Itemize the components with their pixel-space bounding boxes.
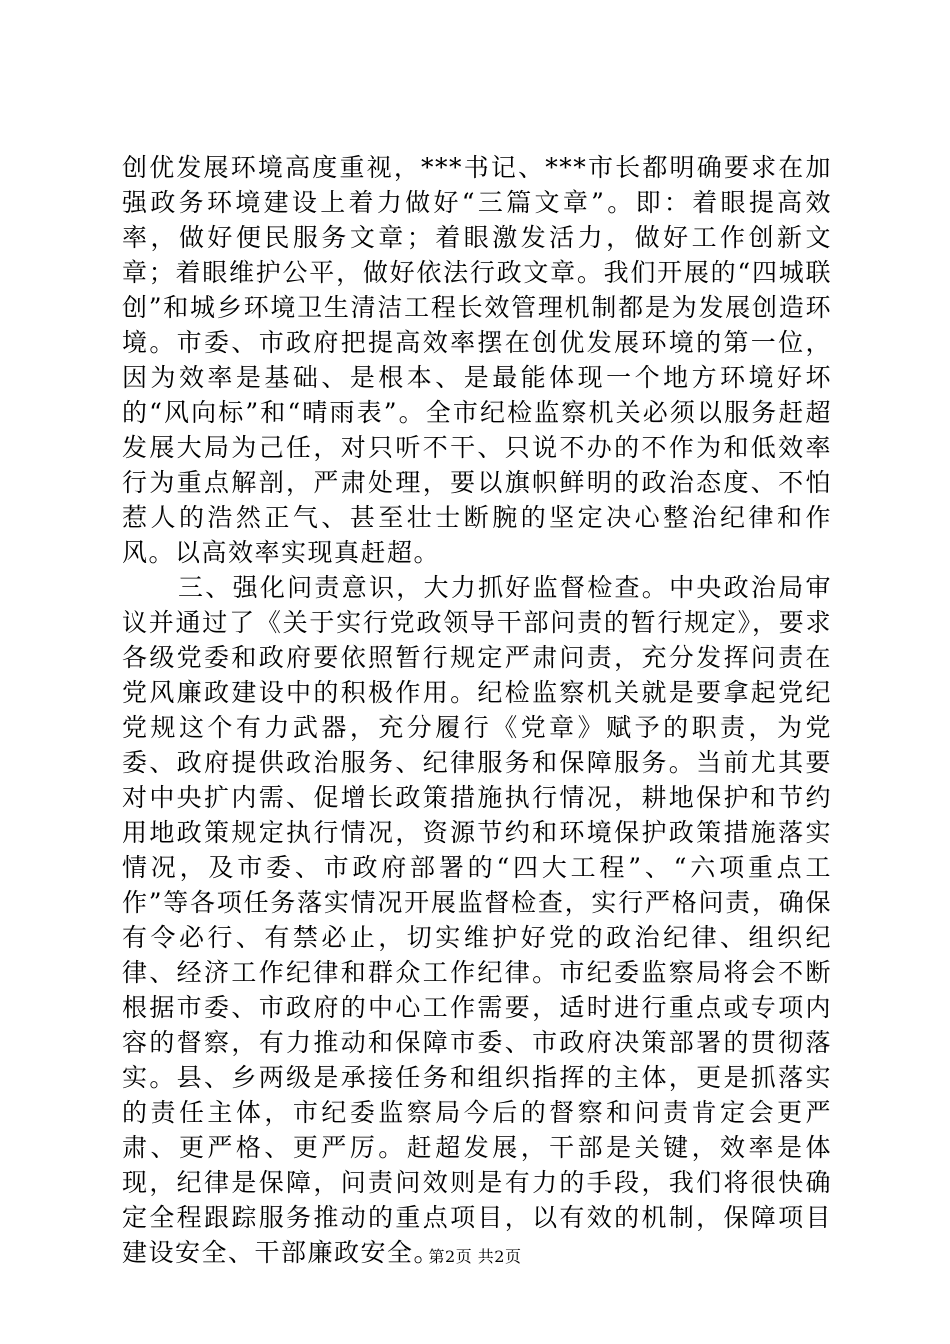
page-number-footer: 第2页 共2页	[428, 1247, 522, 1266]
document-body	[122, 150, 832, 1270]
paragraph-section-three: 三、强化问责意识，大力抓好监督检查。中央政治局审议并通过了《关于实行党政领导干部问责的暂行规定》，要求各级党委和政府要依照暂行规定严肃问责，充分发挥问责在党风廉政建设中的积极作用。纪检监察机关就是要拿起党纪党规这个有力武器，充分履行《党章》赋予的职责，为党委、政府提供政治服务、纪律服务和保障服务。当前尤其要对中央扩内需、促增长政策措施执行情况，耕地保护和节约用地政策规定执行情况，资源节约和环境保护政策措施落实情况，及市委、市政府部署的“四大工程”、“六项重点工作”等各项任务落实情况开展监督检查，实行严格问责，确保有令必行、有禁必止，切实维护好党的政治纪律、组织纪律、经济工作纪律和群众工作纪律。市纪委监察局将会不断根据市委、市政府的中心工作需要，适时进行重点或专项内容的督察，有力推动和保障市委、市政府决策部署的贯彻落实。县、乡两级是承接任务和组织指挥的主体，更是抓落实的责任主体，市纪委监察局今后的督察和问责肯定会更严肃、更严格、更严厉。赶超发展，干部是关键，效率是体现，纪律是保障，问责问效则是有力的手段，我们将很快确定全程跟踪服务推动的重点项目，以有效的机制，保障项目建设安全、干部廉政安全。	[122, 573, 832, 1267]
paragraph-continued: 创优发展环境高度重视，***书记、***市长都明确要求在加强政务环境建设上着力做好“三篇文章”。即：着眼提高效率，做好便民服务文章；着眼激发活力，做好工作创新文章；着眼维护公平，做好依法行政文章。我们开展的“四城联创”和城乡环境卫生清洁工程长效管理机制都是为发展创造环境。市委、市政府把提高效率摆在创优发展环境的第一位，因为效率是基础、是根本、是最能体现一个地方环境好坏的“风向标”和“晴雨表”。全市纪检监察机关必须以服务赶超发展大局为己任，对只听不干、只说不办的不作为和低效率行为重点解剖，严肃处理，要以旗帜鲜明的政治态度、不怕惹人的浩然正气、甚至壮士断腕的坚定决心整治纪律和作风。以高效率实现真赶超。	[122, 153, 832, 567]
